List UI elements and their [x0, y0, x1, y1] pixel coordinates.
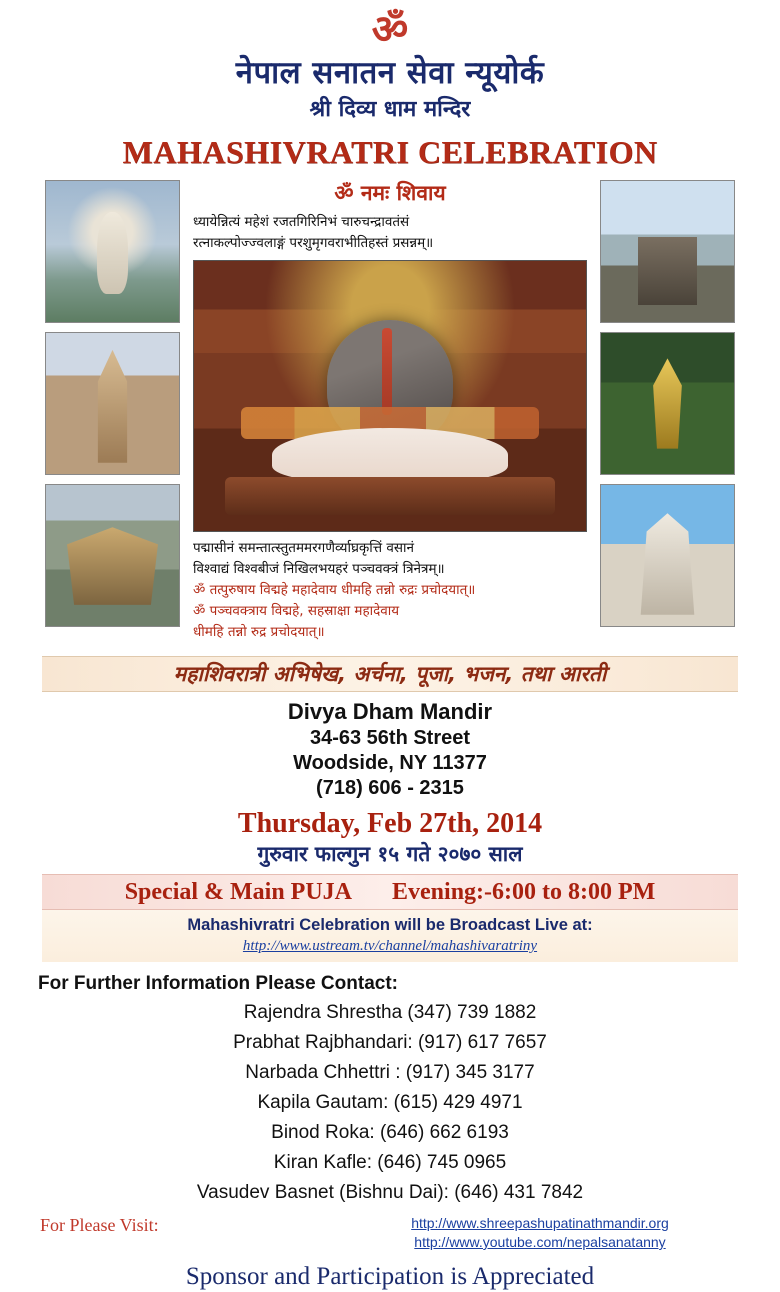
- altar-base-shape: [225, 477, 554, 515]
- list-item: Kiran Kafle: (646) 745 0965: [273, 1152, 507, 1173]
- event-activities-banner: महाशिवरात्री अभिषेख, अर्चना, पूजा, भजन, तथा आरती: [42, 656, 738, 692]
- om-icon: ॐ: [371, 7, 409, 53]
- event-date-nepali: गुरुवार फाल्गुन १५ गते २०७० साल: [257, 842, 523, 866]
- list-item: Narbada Chhettri : (917) 345 3177: [245, 1062, 535, 1083]
- contact-heading: For Further Information Please Contact:: [38, 973, 398, 994]
- shloka-bottom-line-2: विश्वाद्यं विश्वबीजं निखिलभयहरं पञ्चवक्त्रं त्रिनेत्रम्॥: [193, 561, 445, 577]
- shloka-top-line-2: रत्नाकल्पोज्ज्वलाङ्गं परशुमृगवराभीतिहस्तं प्रसन्नम्॥: [193, 235, 434, 251]
- cloth-shape: [272, 428, 507, 482]
- shivalinga-photo: [193, 260, 587, 532]
- kedarnath-temple-photo: [600, 180, 735, 323]
- venue-name: Divya Dham Mandir: [287, 699, 493, 724]
- puja-time-bar: [42, 874, 738, 910]
- namah-shivaya-text: ॐ नमः शिवाय: [334, 181, 446, 205]
- broadcast-label: Mahashivratri Celebration will be Broadcast Live at:: [187, 916, 593, 934]
- flyer-page: [0, 7, 780, 1290]
- event-date-english: Thursday, Feb 27th, 2014: [237, 808, 543, 839]
- list-item: Vasudev Basnet (Bishnu Dai): (646) 431 7842: [196, 1182, 584, 1203]
- mantra-line-2: ॐ पञ्चवक्त्राय विद्महे, सहस्राक्षा महादेवाय: [193, 603, 400, 619]
- temple-name: श्री दिव्य धाम मन्दिर: [309, 97, 471, 122]
- mantra-line-3: धीमहि तन्नो रुद्र प्रचोदयात्॥: [193, 624, 325, 640]
- visit-row: [0, 1214, 780, 1252]
- contact-list: [0, 998, 780, 1208]
- left-photo-column: [45, 180, 180, 636]
- shloka-bottom: [193, 538, 587, 643]
- shloka-bottom-line-1: पद्मासीनं समन्तात्स्तुतममरगणैर्व्याघ्रकृत्तिं वसानं: [193, 540, 415, 556]
- photo-collage: [0, 180, 780, 650]
- youtube-link[interactable]: http://www.youtube.com/nepalsanatanny: [414, 1234, 666, 1250]
- organization-name: नेपाल सनातन सेवा न्यूयोर्क: [235, 55, 545, 91]
- website-link[interactable]: http://www.shreepashupatinathmandir.org: [411, 1215, 669, 1231]
- venue-street: 34-63 56th Street: [309, 727, 471, 749]
- pashupatinath-temple-photo: [45, 484, 180, 627]
- broadcast-link[interactable]: http://www.ustream.tv/channel/mahashivaratriny: [242, 938, 538, 954]
- page-title: MAHASHIVRATRI CELEBRATION: [122, 134, 658, 170]
- puja-time: Evening:-6:00 to 8:00 PM: [392, 879, 656, 905]
- venue-city: Woodside, NY 11377: [293, 752, 487, 774]
- shloka-top-line-1: ध्यायेन्नित्यं महेशं रजतगिरिनिभं चारुचन्द्रावतंसं: [193, 214, 410, 230]
- center-column: [193, 180, 587, 643]
- rameshwaram-temple-photo: [600, 484, 735, 627]
- list-item: Binod Roka: (646) 662 6193: [271, 1122, 509, 1143]
- list-item: Kapila Gautam: (615) 429 4971: [257, 1092, 523, 1113]
- visit-links: [340, 1214, 740, 1252]
- golden-temple-photo: [600, 332, 735, 475]
- right-photo-column: [600, 180, 735, 636]
- venue-phone: (718) 606 - 2315: [316, 777, 464, 799]
- puja-label: Special & Main PUJA: [124, 879, 353, 905]
- stone-temple-photo: [45, 332, 180, 475]
- list-item: Prabhat Rajbhandari: (917) 617 7657: [233, 1032, 547, 1053]
- shiva-statue-photo: [45, 180, 180, 323]
- list-item: Rajendra Shrestha (347) 739 1882: [243, 1002, 537, 1023]
- sponsor-footer: Sponsor and Participation is Appreciated: [185, 1263, 595, 1290]
- mantra-line-1: ॐ तत्पुरुषाय विद्महे महादेवाय धीमहि तन्नो रुद्रः प्रचोदयात्॥: [193, 582, 476, 598]
- broadcast-block: [42, 910, 738, 962]
- visit-label: For Please Visit:: [40, 1215, 159, 1235]
- shloka-top: [193, 212, 587, 254]
- venue-block: [0, 698, 780, 801]
